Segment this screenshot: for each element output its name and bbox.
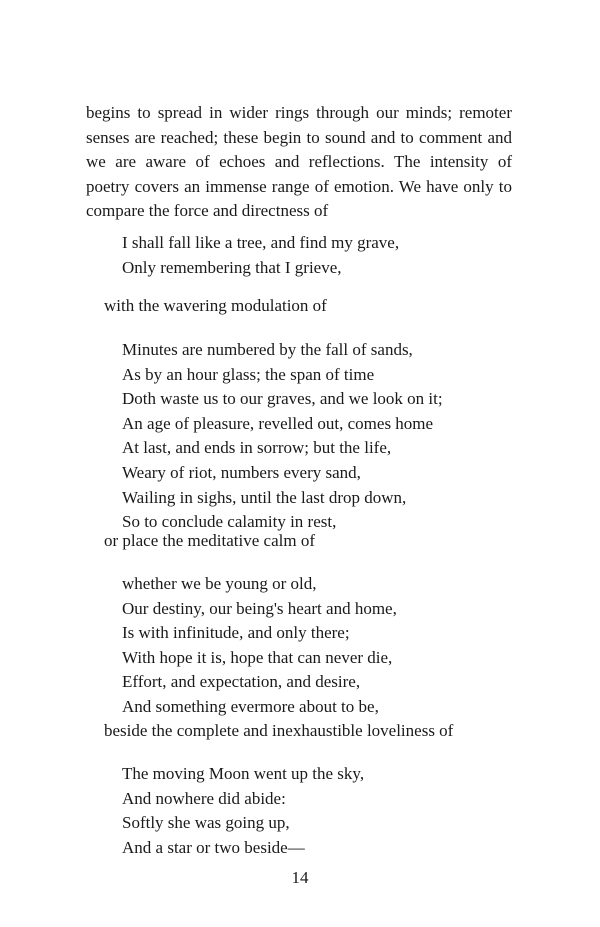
quote-stanza-4 xyxy=(122,762,364,860)
quote-stanza-1 xyxy=(122,231,399,280)
verse-line: whether we be young or old, xyxy=(122,574,317,593)
verse-line: Weary of riot, numbers every sand, xyxy=(122,462,361,482)
page-number: 14 xyxy=(291,868,309,887)
verse-line: At last, and ends in sorrow; but the life, xyxy=(122,438,392,458)
verse-line: And something evermore about to be, xyxy=(122,696,379,716)
lead-in-2: with the wavering modulation of xyxy=(104,296,327,315)
verse-line: Minutes are numbered by the fall of sands, xyxy=(122,340,413,359)
verse-line: The moving Moon went up the sky, xyxy=(122,764,365,783)
lead-in-3: or place the meditative calm of xyxy=(104,531,315,550)
verse-line: Is with infinitude, and only there; xyxy=(122,623,350,643)
quote-stanza-2 xyxy=(122,338,443,535)
opening-paragraph: begins to spread in wider rings through our minds; remoter senses are reached; these begin to sound and to comment and we are aware of echoes and reflections. The intensity of poetry covers an immense range of emotion. We have only to compare the force and directness of xyxy=(86,103,512,221)
verse-line: An age of pleasure, revelled out, comes home xyxy=(122,413,434,433)
verse-line: Only remembering that I grieve, xyxy=(122,257,342,277)
verse-line: Wailing in sighs, until the last drop down, xyxy=(122,487,407,507)
verse-line: With hope it is, hope that can never die, xyxy=(122,647,393,667)
verse-line: And nowhere did abide: xyxy=(122,788,286,808)
verse-line: I shall fall like a tree, and find my grave, xyxy=(122,233,400,252)
verse-line: Doth waste us to our graves, and we look on it; xyxy=(122,389,443,409)
verse-line: So to conclude calamity in rest, xyxy=(122,512,337,532)
verse-line: Softly she was going up, xyxy=(122,813,290,833)
verse-line: Our destiny, our being's heart and home, xyxy=(122,598,397,618)
verse-line: As by an hour glass; the span of time xyxy=(122,364,375,384)
verse-line: Effort, and expectation, and desire, xyxy=(122,672,361,692)
quote-stanza-3 xyxy=(122,572,397,720)
lead-in-4: beside the complete and inexhaustible loveliness of xyxy=(104,721,454,740)
verse-line: And a star or two beside— xyxy=(122,837,305,857)
